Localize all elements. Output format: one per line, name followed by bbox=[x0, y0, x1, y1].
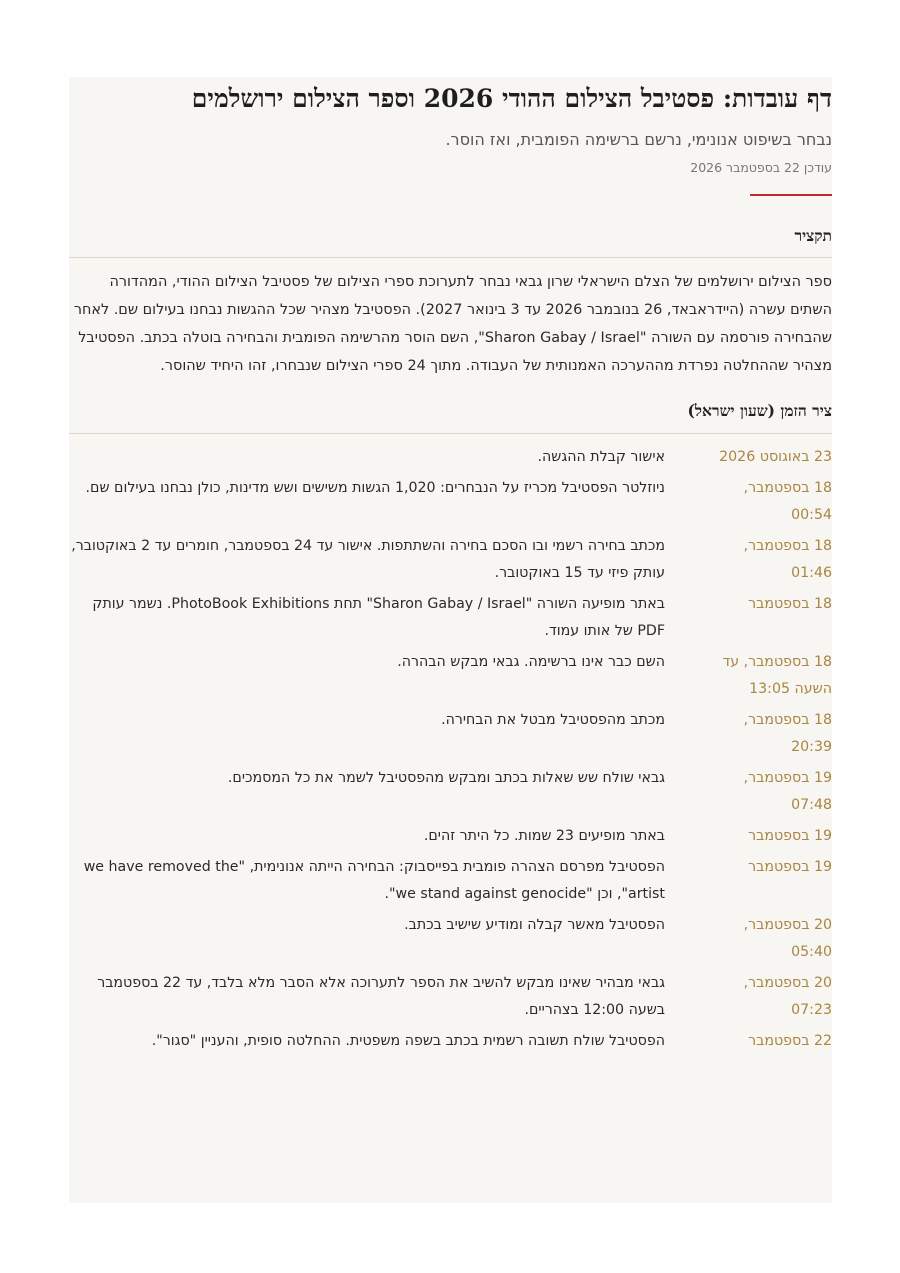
timeline-date: 23 באוגוסט 2026 bbox=[719, 449, 832, 465]
section-divider bbox=[69, 433, 832, 434]
timeline-date: 19 בספטמבר, 07:48 bbox=[743, 770, 832, 813]
timeline-entry bbox=[69, 591, 832, 645]
timeline-event: מכתב מהפסטיבל מבטל את הבחירה. bbox=[441, 712, 665, 728]
timeline-date: 20 בספטמבר, 05:40 bbox=[743, 917, 832, 960]
timeline-event: גבאי מבהיר שאינו מבקש להשיב את הספר לתערוכה אלא הסבר מלא בלבד, עד 22 בספטמבר בשעה 12:00 בצהריים. bbox=[97, 975, 665, 1018]
accent-divider bbox=[750, 194, 832, 196]
summary-text: ספר הצילום ירושלמים של הצלם הישראלי שרון גבאי נבחר לתערוכת ספרי הצילום של פסטיבל הצילום ההודי, המהדורה השתים עשרה (היידראבאד, 26 בנובמבר 2026 עד 3 בינואר 2027). הפסטיבל מצהיר שכל ההגשות נבחנו בעילום שם. לאחר שהבחירה פורסמה עם השורה "Sharon Gabay / Israel", השם הוסר מהרשימה הפומבית והבחירה בוטלה בכתב. הפסטיבל מצהיר שההחלטה נפרדת מההערכה האמנותית של העבודה. מתוך 24 ספרי הצילום שנבחרו, זהו היחיד שהוסר. bbox=[73, 274, 832, 374]
timeline-date: 18 בספטמבר bbox=[748, 596, 832, 612]
timeline-entry bbox=[69, 854, 832, 908]
timeline-date: 18 בספטמבר, עד השעה 13:05 bbox=[722, 654, 832, 697]
timeline-date: 19 בספטמבר bbox=[748, 859, 832, 875]
summary-heading: תקציר bbox=[794, 226, 832, 245]
timeline-heading: ציר הזמן (שעון ישראל) bbox=[687, 401, 832, 420]
timeline-event: מכתב בחירה רשמי ובו הסכם בחירה והשתתפות. אישור עד 24 בספטמבר, חומרים עד 2 באוקטובר, עותק פיזי עד 15 באוקטובר. bbox=[71, 538, 665, 581]
timeline-entry bbox=[69, 970, 832, 1024]
timeline-entry bbox=[69, 533, 832, 587]
timeline-event: השם כבר אינו ברשימה. גבאי מבקש הבהרה. bbox=[397, 654, 665, 670]
timeline-entry bbox=[69, 823, 832, 850]
page-subtitle: נבחר בשיפוט אנונימי, נרשם ברשימה הפומבית, ואז הוסר. bbox=[445, 130, 832, 149]
fact-sheet-page bbox=[69, 77, 832, 1203]
timeline-event: ניוזלטר הפסטיבל מכריז על הנבחרים: 1,020 הגשות משישים ושש מדינות, כולן נבחנו בעילום שם. bbox=[85, 480, 665, 496]
timeline-event: אישור קבלת ההגשה. bbox=[537, 449, 665, 465]
page-title: דף עובדות: פסטיבל הצילום ההודי 2026 וספר הצילום ירושלמים bbox=[191, 84, 832, 113]
timeline-entry bbox=[69, 649, 832, 703]
timeline-entry bbox=[69, 1028, 832, 1055]
timeline-event: גבאי שולח שש שאלות בכתב ומבקש מהפסטיבל לשמר את כל המסמכים. bbox=[227, 770, 665, 786]
timeline-entry bbox=[69, 475, 832, 529]
timeline-event: באתר מופיעה השורה "Sharon Gabay / Israel" תחת PhotoBook Exhibitions. נשמר עותק PDF של אותו עמוד. bbox=[92, 596, 665, 639]
timeline-entry bbox=[69, 912, 832, 966]
timeline-event: הפסטיבל מאשר קבלה ומודיע שישיב בכתב. bbox=[404, 917, 665, 933]
timeline-entry bbox=[69, 444, 832, 471]
timeline-date: 22 בספטמבר bbox=[748, 1033, 832, 1049]
timeline-entry bbox=[69, 765, 832, 819]
timeline-event: הפסטיבל שולח תשובה רשמית בכתב בשפה משפטית. ההחלטה סופית, והעניין "סגור". bbox=[151, 1033, 665, 1049]
timeline-date: 18 בספטמבר, 01:46 bbox=[743, 538, 832, 581]
timeline-list bbox=[69, 444, 832, 1059]
timeline-date: 20 בספטמבר, 07:23 bbox=[743, 975, 832, 1018]
timeline-date: 18 בספטמבר, 00:54 bbox=[743, 480, 832, 523]
timeline-event: באתר מופיעים 23 שמות. כל היתר זהים. bbox=[423, 828, 665, 844]
timeline-entry bbox=[69, 707, 832, 761]
timeline-date: 18 בספטמבר, 20:39 bbox=[743, 712, 832, 755]
updated-date: עודכן 22 בספטמבר 2026 bbox=[690, 160, 832, 175]
timeline-event: הפסטיבל מפרסם הצהרה פומבית בפייסבוק: הבחירה הייתה אנונימית, "we have removed the artist", וכן "we stand against genocide". bbox=[83, 859, 665, 902]
section-divider bbox=[69, 257, 832, 258]
timeline-date: 19 בספטמבר bbox=[748, 828, 832, 844]
